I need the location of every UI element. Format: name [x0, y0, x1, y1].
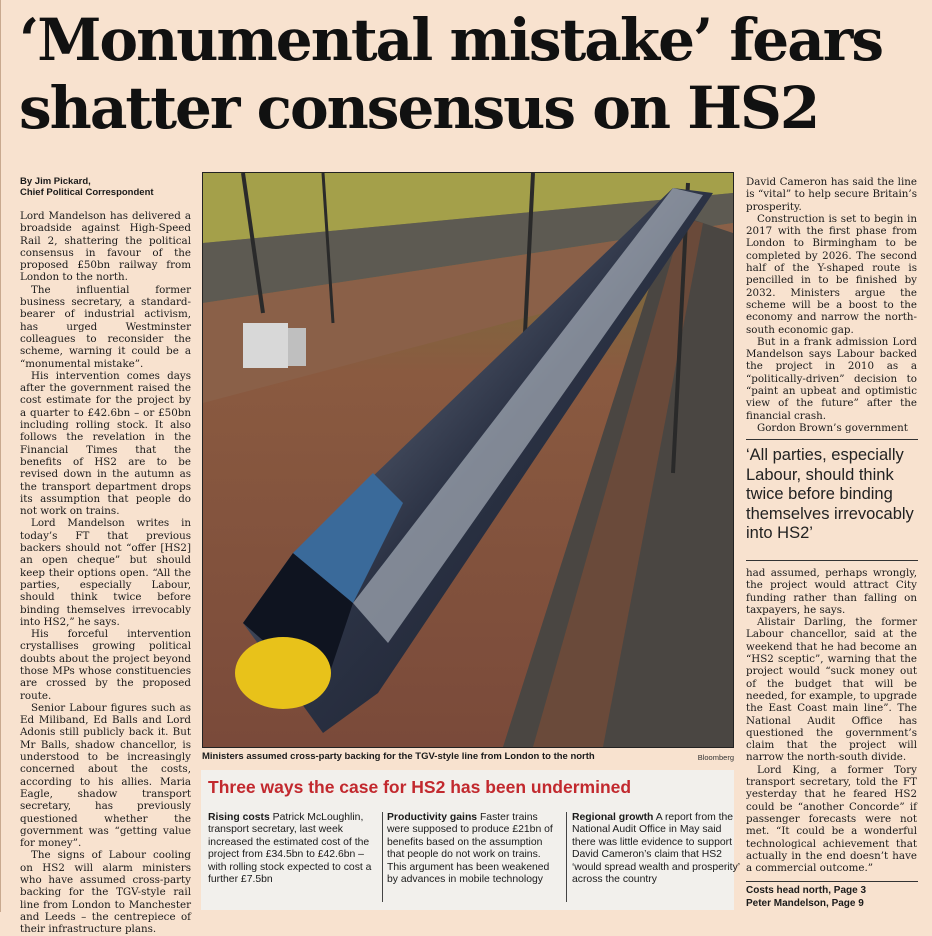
paragraph: Lord Mandelson writes in today’s FT that previous backers should not “offer [HS2] an open cheque” but should keep their options open. “All the parties, especially Labour, should think twice before binding themselves irrevocably into HS2,” he says. [20, 517, 191, 628]
paragraph: Construction is set to begin in 2017 with the first phase from London to Birmingham to be completed by 2026. The second half of the Y-shaped route is pencilled in to be finished by 2032. Ministers argue the scheme will be a boost to the economy and narrow the north-south economic gap. [746, 212, 917, 336]
fact-divider [566, 812, 567, 902]
article-column-3-top [746, 176, 917, 436]
fact-heading: Rising costs [208, 812, 270, 823]
factbox-title: Three ways the case for HS2 has been undermined [208, 777, 632, 797]
fact-text: A report from the National Audit Office in May said there was little evidence to support David Cameron’s claim that HS2 ‘would spread wealth and prosperity’ across the country [572, 812, 740, 886]
pull-quote: ‘All parties, especially Labour, should think twice before binding themselves irrevocably into HS2’ [746, 446, 914, 542]
fact-text: Faster trains were supposed to produce £21bn of benefits based on the assumption that people do not work on trains. This argument has been weakened by advances in mobile technology [387, 812, 553, 886]
train-photo-image [203, 173, 733, 747]
paragraph: Senior Labour figures such as Ed Miliband, Ed Balls and Lord Adonis still publicly back it. But Mr Balls, shadow chancellor, is understood to be increasingly concerned about the costs, according to his allies. Maria Eagle, shadow transport secretary, has previously questioned whether the government was “getting value for money”. [20, 701, 191, 850]
byline [20, 176, 195, 198]
paragraph: Lord King, a former Tory transport secretary, told the FT yesterday that he feared HS2 could be “another Concorde” if passenger forecasts were not met. “It could be a wonderful technological achievement that actually in the end doesn’t have a commercial outcome.” [746, 763, 917, 875]
paragraph: But in a frank admission Lord Mandelson says Labour backed the project in 2010 as a “politically-driven” decision to “paint an upbeat and optimistic view of the future” after the financial crash. [746, 335, 917, 422]
caption-text: Ministers assumed cross-party backing for the TGV-style line from London to the north [202, 751, 595, 762]
article-column-3-bottom [746, 567, 917, 881]
factbox [201, 770, 740, 910]
paragraph: Alistair Darling, the former Labour chancellor, said at the weekend that he had become an “HS2 sceptic”, warning that the project would “suck money out of the budget that will be needed, for example, to upgrade the East Coast main line”. The National Audit Office has questioned the government’s claim that the project will narrow the north-south divide. [746, 616, 917, 764]
photo-credit: Bloomberg [697, 753, 734, 762]
fact-rising-costs [208, 812, 378, 886]
fact-regional-growth [572, 812, 742, 886]
divider [746, 439, 918, 440]
headline: ‘Monumental mistake’ fears shatter consensus on HS2 [19, 6, 883, 142]
byline-author: By Jim Pickard, [20, 176, 91, 187]
paragraph: His intervention comes days after the government raised the cost estimate for the project by a quarter to £42.6bn – or £50bn including rolling stock. It also follows the revelation in the Financial Times that the benefits of HS2 are to be revised down in the autumn as the transport department drops its assumption that people do not work on trains. [20, 369, 191, 518]
fact-divider [382, 812, 383, 902]
paragraph: Gordon Brown’s government [757, 421, 908, 434]
divider [746, 560, 918, 561]
fact-heading: Regional growth [572, 812, 654, 823]
paragraph: His forceful intervention crystallises growing political doubts about the project beyond those MPs whose constituencies are crossed by the proposed route. [20, 628, 191, 702]
photo-caption [202, 751, 734, 763]
fact-text: Patrick McLoughlin, transport secretary, last week increased the estimated cost of the project from £34.5bn to £42.6bn – with rolling stock expected to cost a further £7.5bn [208, 812, 372, 886]
paragraph: had assumed, perhaps wrongly, the project would attract City funding rather than falling on taxpayers, he says. [746, 567, 917, 616]
train-photo [202, 172, 734, 748]
paragraph: David Cameron has said the line is “vital” to help secure Britain’s prosperity. [746, 176, 917, 213]
cross-ref-link[interactable]: Peter Mandelson, Page 9 [746, 897, 864, 909]
cross-ref-link[interactable]: Costs head north, Page 3 [746, 885, 867, 896]
cross-references [746, 885, 918, 910]
paragraph: The signs of Labour cooling on HS2 will alarm ministers who have assumed cross-party backing for the TGV-style rail line from London to Manchester and Leeds – the centrepiece of their infrastructure plans. [20, 849, 191, 936]
article-column-1 [20, 210, 191, 936]
fact-productivity-gains [387, 812, 557, 886]
fact-heading: Productivity gains [387, 812, 478, 823]
paragraph: Lord Mandelson has delivered a broadside against High-Speed Rail 2, shattering the political consensus in favour of the proposed £50bn railway from London to the north. [20, 210, 191, 284]
divider [746, 881, 918, 882]
byline-role: Chief Political Correspondent [20, 187, 154, 198]
paragraph: The influential former business secretary, a standard-bearer of industrial activism, has urged Westminster colleagues to reconsider the scheme, warning it could be a “monumental mistake”. [20, 283, 191, 370]
